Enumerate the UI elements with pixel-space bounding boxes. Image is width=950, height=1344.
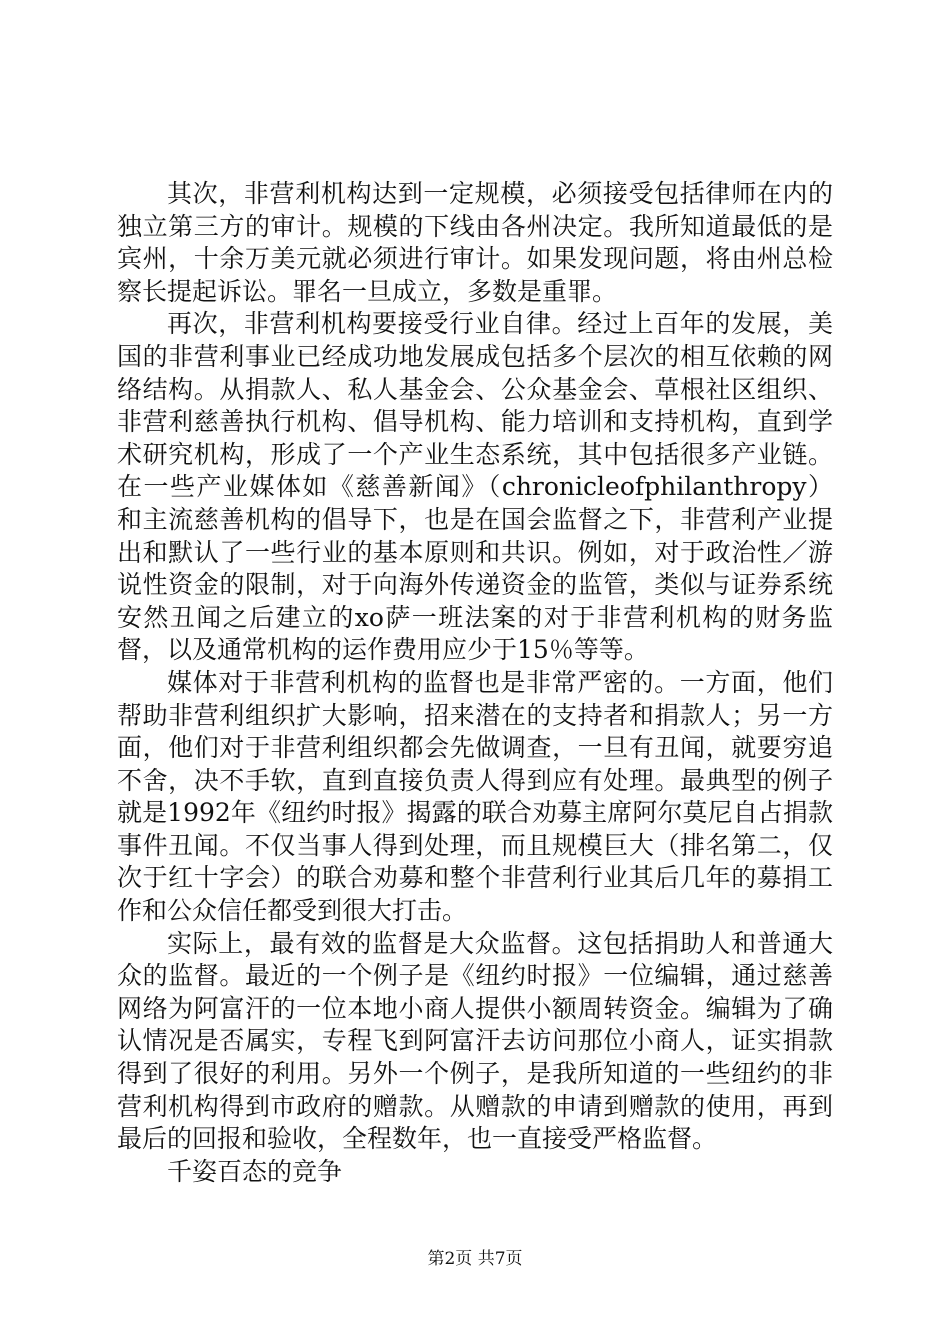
paragraph-public-oversight: 实际上，最有效的监督是大众监督。这包括捐助人和普通大众的监督。最近的一个例子是《纽约时报》一位编辑，通过慈善网络为阿富汗的一位本地小商人提供小额周转资金。编辑为了确认情况是否属实，专程飞到阿富汗去访问那位小商人，证实捐款得到了很好的利用。另外一个例子，是我所知道的一些纽约的非营利机构得到市政府的赠款。从赠款的申请到赠款的使用，再到最后的回报和验收，全程数年，也一直接受严格监督。 xyxy=(117,928,833,1154)
page-number-footer: 第2页 共7页 xyxy=(427,1249,523,1269)
paragraph-media-oversight: 媒体对于非营利机构的监督也是非常严密的。一方面，他们帮助非营利组织扩大影响，招来潜在的支持者和捐款人；另一方面，他们对于非营利组织都会先做调查，一旦有丑闻，就要穷追不舍，决不手软，直到直接负责人得到应有处理。最典型的例子就是1992年《纽约时报》揭露的联合劝募主席阿尔莫尼自占捐款事件丑闻。不仅当事人得到处理，而且规模巨大（排名第二，仅次于红十字会）的联合劝募和整个非营利行业其后几年的募捐工作和公众信任都受到很大打击。 xyxy=(117,667,833,926)
section-heading: 千姿百态的竞争 xyxy=(167,1156,343,1186)
paragraph-self-regulation: 再次，非营利机构要接受行业自律。经过上百年的发展，美国的非营利事业已经成功地发展成包括多个层次的相互依赖的网络结构。从捐款人、私人基金会、公众基金会、草根社区组织、非营利慈善执行机构、倡导机构、能力培训和支持机构，直到学术研究机构，形成了一个产业生态系统，其中包括很多产业链。在一些产业媒体如《慈善新闻》（chronicleofphilanthropy）和主流慈善机构的倡导下，也是在国会监督之下，非营利产业提出和默认了一些行业的基本原则和共识。例如，对于政治性／游说性资金的限制，对于向海外传递资金的监管，类似与证券系统安然丑闻之后建立的xo萨一班法案的对于非营利机构的财务监督，以及通常机构的运作费用应少于15％等等。 xyxy=(117,309,833,665)
body-text xyxy=(117,178,833,1188)
paragraph-audit: 其次，非营利机构达到一定规模，必须接受包括律师在内的独立第三方的审计。规模的下线由各州决定。我所知道最低的是宾州，十余万美元就必须进行审计。如果发现问题，将由州总检察长提起诉讼。罪名一旦成立，多数是重罪。 xyxy=(117,179,833,306)
